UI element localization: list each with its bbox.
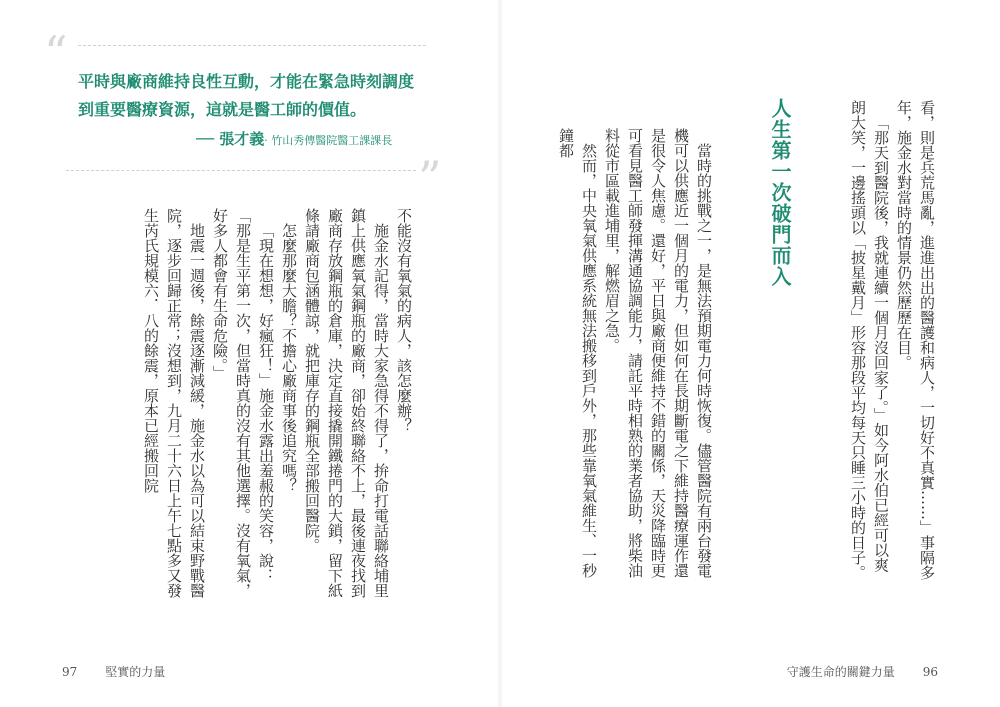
pull-quote-line: 到重要醫療資源，這就是醫工師的價值。: [78, 100, 367, 119]
page-number: 97: [62, 665, 78, 679]
quote-divider-bottom: [66, 170, 416, 171]
quote-attribution: [196, 128, 392, 149]
pull-quote-line: 平時與廠商維持良性互動，才能在緊急時刻調度: [78, 72, 415, 91]
pull-quote: [78, 68, 428, 124]
section-heading: 人生第一次破門而入: [768, 98, 792, 287]
paragraph: 然而，中央氧氣供應系統無法搬移到戶外，那些靠氧氣維生、一秒鐘都: [557, 128, 598, 578]
paragraph: 地震一週後，餘震逐漸減緩，施金水以為可以結束野戰醫院，逐步回歸正常；沒想到，九月二十六日上午七點多又發生芮氏規模六．八的餘震，原本已經搬回院: [142, 208, 206, 598]
book-gutter: [497, 0, 503, 707]
attribution-title: · 竹山秀傳醫院醫工課課長: [264, 134, 393, 147]
left-page-footer: [62, 663, 165, 680]
paragraph: 「現在想想，好瘋狂！」施金水露出羞赧的笑容，說：「那是生平第一次，但當時真的沒有其他選擇。沒有氧氣，好多人都會有生命危險。」: [211, 208, 275, 598]
running-title: 堅實的力量: [105, 665, 166, 679]
right-page-intro: [846, 100, 938, 580]
quote-divider-top: [78, 45, 426, 46]
paragraph: 施金水記得，當時大家急得不得了，拚命打電話聯絡埔里鎮上供應氧氣鋼瓶的廠商，卻始終聯絡不上，最後連夜找到廠商存放鋼瓶的倉庫，決定直接撬開鐵捲門的大鎖，留下紙條請廠商包涵體諒，就把庫存的鋼瓶全部搬回醫院。: [303, 208, 390, 598]
paragraph: 當時的挑戰之一，是無法預期電力何時恢復。儘管醫院有兩台發電機可以供應近一個月的電力，但如何在長期斷電之下維持醫療運作還是很令人焦慮。還好，平日與廠商便維持不錯的關係，天災降臨時更可看見醫工師發揮溝通協調能力，請託平時相熟的業者協助，將柴油料從市區載進埔里，解燃眉之急。: [603, 128, 713, 578]
attribution-name: ── 張才義: [196, 130, 265, 148]
paragraph: 不能沒有氧氣的病人，該怎麼辦？: [395, 208, 413, 433]
paragraph: 怎麼那麼大膽？不擔心廠商事後追究嗎？: [280, 223, 298, 493]
left-page-body: [139, 208, 415, 603]
open-quote-mark: “: [44, 26, 68, 80]
paragraph: 看，則是兵荒馬亂，進進出出的醫護和病人，一切好不真實……」事隔多年，施金水對當時的情景仍然歷歷在目。: [895, 100, 936, 580]
close-quote-mark: ”: [418, 151, 442, 205]
page-number: 96: [922, 665, 938, 679]
running-title: 守護生命的關鍵力量: [786, 665, 895, 679]
right-page-body: [554, 128, 715, 580]
paragraph: 「那天到醫院後，我就連續一個月沒回家了。」如今阿水伯已經可以爽朗大笑，一邊搖頭以「披星戴月」形容那段平均每天只睡三小時的日子。: [849, 100, 890, 580]
right-page-footer: [787, 663, 938, 680]
